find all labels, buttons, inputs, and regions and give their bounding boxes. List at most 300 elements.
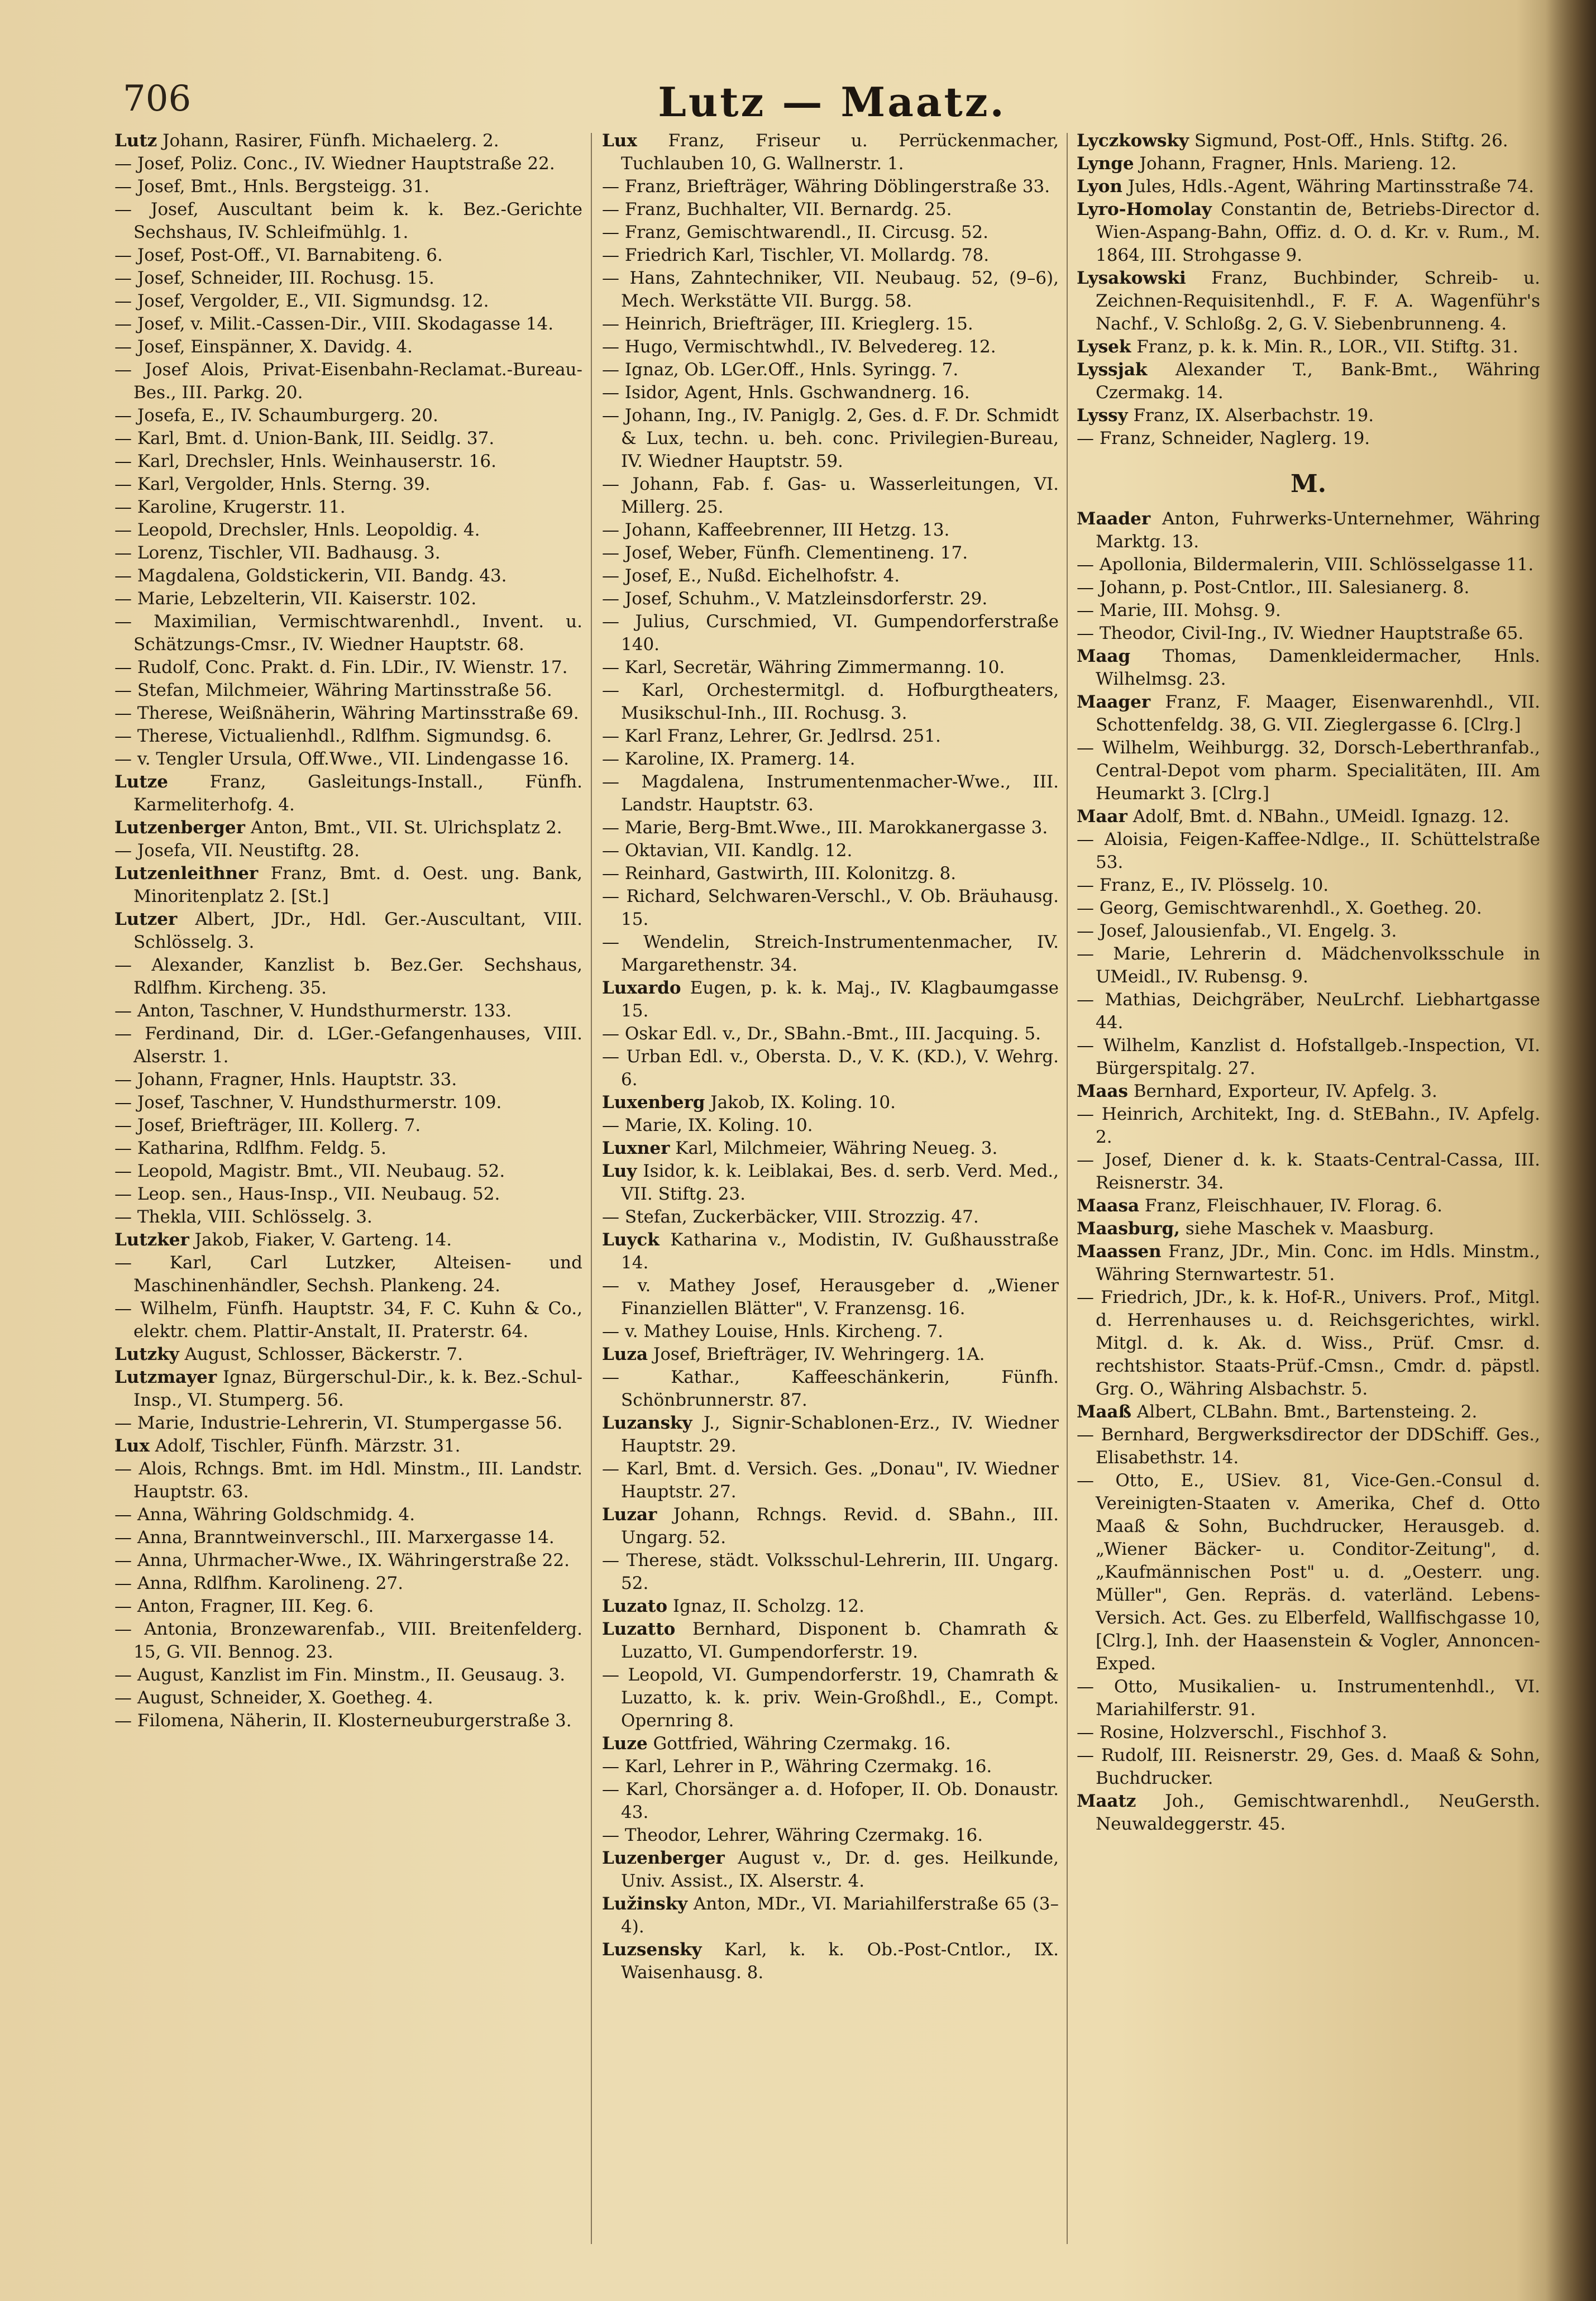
directory-entry bbox=[1077, 359, 1540, 404]
entry-text: — Franz, Schneider, Naglerg. 19. bbox=[1077, 428, 1370, 448]
entry-text: — v. Mathey Josef, Herausgeber d. „Wiener Finanziellen Blätter", V. Franzensg. 16. bbox=[602, 1276, 1059, 1319]
directory-entry bbox=[114, 130, 582, 152]
directory-entry bbox=[602, 862, 1059, 885]
directory-entry bbox=[114, 1503, 582, 1526]
entry-text: Katharina v., Modistin, IV. Gußhausstraße 14. bbox=[621, 1230, 1059, 1273]
entry-surname: Maar bbox=[1077, 806, 1127, 827]
directory-entry bbox=[114, 290, 582, 313]
entry-text: — Josef, Bmt., Hnls. Bergsteigg. 31. bbox=[114, 176, 430, 197]
directory-entry bbox=[1077, 645, 1540, 691]
entry-surname: Lysakowski bbox=[1077, 268, 1186, 288]
entry-text: Adolf, Tischler, Fünfh. Märzstr. 31. bbox=[155, 1436, 461, 1456]
directory-entry bbox=[114, 954, 582, 1000]
directory-entry bbox=[114, 267, 582, 290]
entry-text: — Therese, Weißnäherin, Währing Martinsstraße 69. bbox=[114, 703, 579, 723]
directory-entry bbox=[114, 1664, 582, 1687]
entry-text: — Otto, Musikalien- u. Instrumentenhdl., VI. Mariahilferstr. 91. bbox=[1077, 1677, 1540, 1720]
directory-entry bbox=[602, 1274, 1059, 1320]
directory-entry bbox=[602, 1206, 1059, 1229]
entry-surname: Luzatto bbox=[602, 1619, 676, 1639]
entry-text: — Lorenz, Tischler, VII. Badhausg. 3. bbox=[114, 543, 441, 563]
entry-text: Franz, Bmt. d. Oest. ung. Bank, Minoritenplatz 2. [St.] bbox=[133, 863, 582, 906]
directory-entry bbox=[602, 1023, 1059, 1046]
directory-entry bbox=[114, 862, 582, 908]
entry-surname: Luxner bbox=[602, 1138, 670, 1158]
entry-surname: Lutzer bbox=[114, 909, 178, 929]
directory-entry bbox=[1077, 737, 1540, 805]
entry-text: siehe Maschek v. Maasburg. bbox=[1185, 1219, 1435, 1239]
directory-entry bbox=[602, 381, 1059, 404]
entry-text: Franz, JDr., Min. Conc. im Hdls. Minstm., Währing Sternwartestr. 51. bbox=[1096, 1242, 1540, 1285]
entry-text: — Anton, Taschner, V. Hundsthurmerstr. 133. bbox=[114, 1001, 512, 1021]
directory-entry bbox=[114, 1297, 582, 1343]
directory-entry bbox=[1077, 1149, 1540, 1195]
entry-text: — Wilhelm, Kanzlist d. Hofstallgeb.-Inspection, VI. Bürgerspitalg. 27. bbox=[1077, 1035, 1540, 1078]
directory-entry bbox=[602, 519, 1059, 542]
entry-text: — Josef, Taschner, V. Hundsthurmerstr. 109. bbox=[114, 1092, 502, 1113]
entry-text: Alexander T., Bank-Bmt., Währing Czermakg. 14. bbox=[1096, 360, 1540, 403]
entry-text: — Marie, Berg-Bmt.Wwe., III. Marokkanergasse 3. bbox=[602, 818, 1048, 838]
entry-text: Albert, CLBahn. Bmt., Bartensteing. 2. bbox=[1136, 1402, 1478, 1422]
directory-entry bbox=[602, 656, 1059, 679]
directory-entry bbox=[602, 336, 1059, 359]
entry-text: — Johann, Ing., IV. Paniglg. 2, Ges. d. F. Dr. Schmidt & Lux, techn. u. beh. conc. Privilegien-Bureau, IV. Wiedner Hauptstr. 59. bbox=[602, 405, 1059, 471]
directory-entry bbox=[602, 1732, 1059, 1755]
directory-entry bbox=[114, 748, 582, 771]
directory-entry bbox=[114, 175, 582, 198]
entry-surname: Lyon bbox=[1077, 176, 1122, 197]
entry-text: Ignaz, II. Scholzg. 12. bbox=[672, 1596, 864, 1616]
entry-text: — Antonia, Bronzewarenfab., VIII. Breitenfelderg. 15, G. VII. Bennog. 23. bbox=[114, 1619, 582, 1662]
entry-text: Franz, Buchbinder, Schreib- u. Zeichnen-Requisitenhdl., F. F. A. Wagenführ's Nachf., V. Schloßg. 2, G. V. Siebenbrunneng. 4. bbox=[1096, 268, 1540, 334]
entry-text: — Karl, Vergolder, Hnls. Sterng. 39. bbox=[114, 474, 431, 494]
entry-surname: Lutzky bbox=[114, 1344, 179, 1364]
directory-entry bbox=[1077, 1286, 1540, 1401]
section-heading: M. bbox=[1290, 470, 1327, 498]
entry-text: — Anna, Uhrmacher-Wwe., IX. Währingerstraße 22. bbox=[114, 1550, 570, 1570]
entry-text: — Theodor, Lehrer, Währing Czermakg. 16. bbox=[602, 1825, 983, 1845]
entry-text: — Kathar., Kaffeeschänkerin, Fünfh. Schönbrunnerstr. 87. bbox=[602, 1367, 1059, 1410]
entry-text: Franz, IX. Alserbachstr. 19. bbox=[1133, 405, 1374, 426]
entry-text: — Anna, Rdlfhm. Karolineng. 27. bbox=[114, 1573, 404, 1593]
entry-text: Franz, Fleischhauer, IV. Florag. 6. bbox=[1144, 1196, 1442, 1216]
directory-entry bbox=[602, 1091, 1059, 1114]
directory-entry bbox=[1077, 989, 1540, 1034]
entry-text: — v. Mathey Louise, Hnls. Kircheng. 7. bbox=[602, 1321, 944, 1342]
entry-surname: Lutzker bbox=[114, 1230, 189, 1250]
entry-text: — Rosine, Holzverschl., Fischhof 3. bbox=[1077, 1722, 1388, 1743]
directory-entry bbox=[602, 1939, 1059, 1984]
directory-entry bbox=[114, 519, 582, 542]
entry-text: Franz, F. Maager, Eisenwarenhdl., VII. Schottenfeldg. 38, G. VII. Zieglergasse 6. [Clrg.] bbox=[1096, 692, 1540, 735]
entry-text: — Theodor, Civil-Ing., IV. Wiedner Hauptstraße 65. bbox=[1077, 623, 1524, 643]
directory-entry bbox=[1077, 1721, 1540, 1744]
directory-entry bbox=[602, 679, 1059, 725]
directory-entry bbox=[114, 817, 582, 839]
directory-entry bbox=[114, 152, 582, 175]
entry-surname: Lutzmayer bbox=[114, 1367, 217, 1387]
entry-text: — Ferdinand, Dir. d. LGer.-Gefangenhauses, VIII. Alserstr. 1. bbox=[114, 1024, 582, 1067]
directory-entry bbox=[114, 336, 582, 359]
directory-entry bbox=[114, 771, 582, 817]
directory-entry bbox=[602, 267, 1059, 313]
entry-text: — Apollonia, Bildermalerin, VIII. Schlösselgasse 11. bbox=[1077, 555, 1534, 575]
entry-text: Constantin de, Betriebs-Director d. Wien-Aspang-Bahn, Offiz. d. O. d. Kr. v. Rum., M. 1864, III. Strohgasse 9. bbox=[1096, 199, 1540, 265]
directory-entry bbox=[602, 359, 1059, 381]
entry-text: Karl, Milchmeier, Währing Neueg. 3. bbox=[675, 1138, 998, 1158]
entry-surname: Lyro-Homolay bbox=[1077, 199, 1212, 219]
directory-entry bbox=[1077, 427, 1540, 450]
entry-text: — Karl, Orchestermitgl. d. Hofburgtheaters, Musikschul-Inh., III. Rochusg. 3. bbox=[602, 680, 1059, 723]
entry-text: — Isidor, Agent, Hnls. Gschwandnerg. 16. bbox=[602, 383, 970, 403]
entry-text: — Josef, Post-Off., VI. Barnabiteng. 6. bbox=[114, 245, 443, 265]
column-divider bbox=[1067, 133, 1068, 2244]
directory-entry bbox=[1077, 576, 1540, 599]
directory-entry bbox=[602, 1137, 1059, 1160]
entry-text: — Josef, E., Nußd. Eichelhofstr. 4. bbox=[602, 566, 900, 586]
entry-text: — Leop. sen., Haus-Insp., VII. Neubaug. 52. bbox=[114, 1184, 500, 1204]
directory-entry bbox=[1077, 1240, 1540, 1286]
directory-entry bbox=[114, 427, 582, 450]
directory-entry bbox=[114, 565, 582, 588]
directory-entry bbox=[1077, 622, 1540, 645]
directory-entry bbox=[1077, 175, 1540, 198]
directory-entry bbox=[602, 1320, 1059, 1343]
directory-entry bbox=[114, 1549, 582, 1572]
directory-entry bbox=[1077, 336, 1540, 359]
entry-surname: Maager bbox=[1077, 692, 1151, 712]
entry-text: — Josef, Poliz. Conc., IV. Wiedner Hauptstraße 22. bbox=[114, 154, 555, 174]
directory-entry bbox=[1077, 198, 1540, 267]
directory-entry bbox=[602, 244, 1059, 267]
entry-surname: Lyssjak bbox=[1077, 360, 1148, 380]
directory-entry bbox=[602, 1366, 1059, 1412]
entry-surname: Luy bbox=[602, 1161, 637, 1181]
directory-entry bbox=[114, 839, 582, 862]
entry-surname: Luzenberger bbox=[602, 1848, 725, 1868]
directory-entry bbox=[1077, 508, 1540, 553]
entry-text: — Stefan, Milchmeier, Währing Martinsstraße 56. bbox=[114, 680, 552, 700]
directory-entry bbox=[1077, 1218, 1540, 1240]
entry-text: — Mathias, Deichgräber, NeuLrchf. Liebhartgasse 44. bbox=[1077, 990, 1540, 1033]
entry-text: — Magdalena, Instrumentenmacher-Wwe., III. Landstr. Hauptstr. 63. bbox=[602, 772, 1059, 815]
entry-text: — Wilhelm, Weihburgg. 32, Dorsch-Leberthranfab., Central-Depot vom pharm. Specialitäten, III. Am Heumarkt 3. [Clrg.] bbox=[1077, 738, 1540, 804]
directory-entry bbox=[602, 748, 1059, 771]
entry-text: — August, Kanzlist im Fin. Minstm., II. Geusaug. 3. bbox=[114, 1665, 566, 1685]
directory-entry bbox=[1077, 828, 1540, 874]
entry-text: — Karl, Carl Lutzker, Alteisen- und Maschinenhändler, Sechsh. Plankeng. 24. bbox=[114, 1253, 582, 1296]
entry-text: — Karl, Secretär, Währing Zimmermanng. 10. bbox=[602, 657, 1005, 677]
entry-text: Gottfried, Währing Czermakg. 16. bbox=[653, 1734, 951, 1754]
entry-text: Ignaz, Bürgerschul-Dir., k. k. Bez.-Schul-Insp., VI. Stumperg. 56. bbox=[133, 1367, 582, 1410]
directory-entry bbox=[114, 1252, 582, 1297]
entry-surname: Luzar bbox=[602, 1505, 657, 1525]
page-number: 706 bbox=[123, 78, 192, 120]
entry-text: — Marie, Industrie-Lehrerin, VI. Stumpergasse 56. bbox=[114, 1413, 563, 1433]
directory-entry bbox=[602, 473, 1059, 519]
directory-entry bbox=[1077, 897, 1540, 920]
entry-text: — Richard, Selchwaren-Verschl., V. Ob. Bräuhausg. 15. bbox=[602, 886, 1059, 929]
entry-text: — Therese, städt. Volksschul-Lehrerin, III. Ungarg. 52. bbox=[602, 1550, 1059, 1593]
entry-text: — Alois, Rchngs. Bmt. im Hdl. Minstm., III. Landstr. Hauptstr. 63. bbox=[114, 1459, 582, 1502]
entry-text: August, Schlosser, Bäckerstr. 7. bbox=[184, 1344, 463, 1364]
directory-entry bbox=[602, 1549, 1059, 1595]
directory-entry bbox=[114, 610, 582, 656]
directory-entry bbox=[1077, 1034, 1540, 1080]
entry-surname: Luxardo bbox=[602, 978, 681, 998]
directory-entry bbox=[602, 885, 1059, 931]
entry-text: Isidor, k. k. Leiblakai, Bes. d. serb. Verd. Med., VII. Stiftg. 23. bbox=[621, 1161, 1059, 1204]
directory-entry bbox=[114, 473, 582, 496]
directory-entry bbox=[1077, 874, 1540, 897]
entry-text: — Josef, Briefträger, III. Kollerg. 7. bbox=[114, 1115, 421, 1135]
entry-surname: Lutze bbox=[114, 772, 168, 792]
directory-entry bbox=[602, 130, 1059, 175]
directory-entry bbox=[1077, 1195, 1540, 1218]
entry-text: — Stefan, Zuckerbäcker, VIII. Strozzig. 47. bbox=[602, 1207, 979, 1227]
entry-text: — Anton, Fragner, III. Keg. 6. bbox=[114, 1596, 374, 1616]
directory-entry bbox=[1077, 1080, 1540, 1103]
entry-text: — Josefa, VII. Neustiftg. 28. bbox=[114, 841, 360, 861]
directory-entry bbox=[602, 1160, 1059, 1206]
entry-surname: Maag bbox=[1077, 646, 1131, 666]
entry-text: — Georg, Gemischtwarenhdl., X. Goetheg. 20. bbox=[1077, 898, 1482, 918]
entry-text: — Josef, Schneider, III. Rochusg. 15. bbox=[114, 268, 434, 288]
entry-surname: Lux bbox=[602, 131, 637, 151]
entry-text: Franz, Gasleitungs-Install., Fünfh. Karmeliterhofg. 4. bbox=[133, 772, 582, 815]
directory-entry bbox=[602, 1595, 1059, 1618]
directory-entry bbox=[1077, 553, 1540, 576]
directory-entry bbox=[602, 610, 1059, 656]
directory-entry bbox=[1077, 1744, 1540, 1790]
directory-entry bbox=[602, 1046, 1059, 1091]
directory-entry bbox=[114, 679, 582, 702]
entry-text: — Karl, Bmt. d. Union-Bank, III. Seidlg. 37. bbox=[114, 428, 495, 448]
entry-text: — Aloisia, Feigen-Kaffee-Ndlge., II. Schüttelstraße 53. bbox=[1077, 829, 1540, 872]
entry-text: Anton, Fuhrwerks-Unternehmer, Währing Marktg. 13. bbox=[1096, 509, 1540, 552]
directory-entry bbox=[114, 1526, 582, 1549]
directory-entry bbox=[114, 1710, 582, 1732]
entry-text: Albert, JDr., Hdl. Ger.-Auscultant, VIII. Schlösselg. 3. bbox=[133, 909, 582, 952]
entry-text: Thomas, Damenkleidermacher, Hnls. Wilhelmsg. 23. bbox=[1096, 646, 1540, 689]
entry-text: — Johann, Kaffeebrenner, III Hetzg. 13. bbox=[602, 520, 950, 540]
entry-text: — Josef, v. Milit.-Cassen-Dir., VIII. Skodagasse 14. bbox=[114, 314, 554, 334]
entry-text: Jules, Hdls.-Agent, Währing Martinsstraße 74. bbox=[1127, 176, 1534, 197]
entry-text: — Heinrich, Briefträger, III. Krieglerg. 15. bbox=[602, 314, 973, 334]
directory-entry bbox=[1077, 1790, 1540, 1836]
directory-entry bbox=[602, 839, 1059, 862]
entry-surname: Lutz bbox=[114, 131, 157, 151]
entry-text: — Rudolf, Conc. Prakt. d. Fin. LDir., IV. Wienstr. 17. bbox=[114, 657, 568, 677]
entry-text: — Reinhard, Gastwirth, III. Kolonitzg. 8. bbox=[602, 863, 957, 884]
entry-surname: Luza bbox=[602, 1344, 648, 1364]
directory-entry bbox=[602, 404, 1059, 473]
entry-text: — Marie, Lehrerin d. Mädchenvolksschule in UMeidl., IV. Rubensg. 9. bbox=[1077, 944, 1540, 987]
entry-text: — Leopold, Magistr. Bmt., VII. Neubaug. 52. bbox=[114, 1161, 505, 1181]
entry-text: — Karoline, Krugerstr. 11. bbox=[114, 497, 346, 517]
column-2 bbox=[602, 130, 1059, 2252]
directory-entry bbox=[1077, 599, 1540, 622]
directory-entry bbox=[1077, 1401, 1540, 1424]
directory-entry bbox=[114, 496, 582, 519]
directory-entry bbox=[1077, 267, 1540, 336]
entry-text: — Bernhard, Bergwerksdirector der DDSchiff. Ges., Elisabethstr. 14. bbox=[1077, 1425, 1540, 1468]
entry-surname: Lužinsky bbox=[602, 1894, 688, 1914]
entry-text: — Friedrich Karl, Tischler, VI. Mollardg. 78. bbox=[602, 245, 990, 265]
directory-entry bbox=[602, 725, 1059, 748]
entry-text: — Josef, Vergolder, E., VII. Sigmundsg. 12. bbox=[114, 291, 489, 311]
directory-entry bbox=[114, 313, 582, 336]
entry-text: — Oskar Edl. v., Dr., SBahn.-Bmt., III. Jacquing. 5. bbox=[602, 1024, 1041, 1044]
directory-entry bbox=[602, 542, 1059, 565]
directory-entry bbox=[1077, 152, 1540, 175]
directory-entry bbox=[114, 404, 582, 427]
directory-entry bbox=[114, 1412, 582, 1435]
entry-surname: Lysek bbox=[1077, 337, 1131, 357]
entry-text: — Urban Edl. v., Obersta. D., V. K. (KD.), V. Wehrg. 6. bbox=[602, 1047, 1059, 1090]
entry-text: — Josef, Einspänner, X. Davidg. 4. bbox=[114, 337, 413, 357]
entry-text: Johann, Rasirer, Fünfh. Michaelerg. 2. bbox=[163, 131, 499, 151]
entry-text: — Franz, Briefträger, Währing Döblingerstraße 33. bbox=[602, 176, 1050, 197]
entry-text: — Heinrich, Architekt, Ing. d. StEBahn., IV. Apfelg. 2. bbox=[1077, 1104, 1540, 1147]
directory-entry bbox=[114, 1687, 582, 1710]
directory-entry bbox=[114, 1595, 582, 1618]
entry-text: — Marie, IX. Koling. 10. bbox=[602, 1115, 813, 1135]
entry-text: — Therese, Victualienhdl., Rdlfhm. Sigmundsg. 6. bbox=[114, 726, 552, 746]
entry-text: — Alexander, Kanzlist b. Bez.Ger. Sechshaus, Rdlfhm. Kircheng. 35. bbox=[114, 955, 582, 998]
entry-surname: Luzansky bbox=[602, 1413, 692, 1433]
column-3 bbox=[1077, 130, 1540, 2252]
directory-entry bbox=[114, 588, 582, 610]
entry-surname: Maassen bbox=[1077, 1242, 1162, 1262]
directory-entry bbox=[602, 1412, 1059, 1458]
entry-text: — Wilhelm, Fünfh. Hauptstr. 34, F. C. Kuhn & Co., elektr. chem. Plattir-Anstalt, II. Praterstr. 64. bbox=[114, 1299, 582, 1342]
entry-text: Adolf, Bmt. d. NBahn., UMeidl. Ignazg. 12. bbox=[1133, 806, 1509, 827]
entry-text: — Anna, Branntweinverschl., III. Marxergasse 14. bbox=[114, 1527, 555, 1548]
directory-entry bbox=[1077, 691, 1540, 737]
directory-entry bbox=[1077, 1424, 1540, 1469]
entry-text: — Hans, Zahntechniker, VII. Neubaug. 52, (9–6), Mech. Werkstätte VII. Burgg. 58. bbox=[602, 268, 1059, 311]
entry-surname: Lux bbox=[114, 1436, 150, 1456]
column-1 bbox=[114, 130, 582, 2252]
directory-entry bbox=[602, 313, 1059, 336]
entry-text: — Josef, Weber, Fünfh. Clementineng. 17. bbox=[602, 543, 968, 563]
directory-entry bbox=[114, 1458, 582, 1503]
entry-surname: Maasburg, bbox=[1077, 1219, 1180, 1239]
entry-text: Josef, Briefträger, IV. Wehringerg. 1A. bbox=[653, 1344, 985, 1364]
entry-text: — Leopold, Drechsler, Hnls. Leopoldig. 4. bbox=[114, 520, 480, 540]
directory-entry bbox=[114, 1343, 582, 1366]
directory-entry bbox=[114, 1618, 582, 1664]
entry-text: — Karl Franz, Lehrer, Gr. Jedlrsd. 251. bbox=[602, 726, 941, 746]
entry-text: — Marie, Lebzelterin, VII. Kaiserstr. 102. bbox=[114, 589, 477, 609]
directory-entry bbox=[114, 1572, 582, 1595]
directory-entry bbox=[602, 817, 1059, 839]
directory-entry bbox=[602, 1343, 1059, 1366]
entry-surname: Luzato bbox=[602, 1596, 668, 1616]
directory-entry bbox=[602, 565, 1059, 588]
entry-surname: Maader bbox=[1077, 509, 1151, 529]
directory-entry bbox=[602, 175, 1059, 198]
entry-surname: Lutzenleithner bbox=[114, 863, 259, 884]
entry-surname: Luzsensky bbox=[602, 1940, 702, 1960]
directory-entry bbox=[1077, 1469, 1540, 1675]
directory-entry bbox=[602, 771, 1059, 817]
directory-entry bbox=[602, 1114, 1059, 1137]
directory-entry bbox=[114, 1023, 582, 1068]
entry-text: Anton, Bmt., VII. St. Ulrichsplatz 2. bbox=[250, 818, 562, 838]
entry-text: — Karl, Drechsler, Hnls. Weinhauserstr. 16. bbox=[114, 451, 496, 471]
directory-entry bbox=[1077, 943, 1540, 989]
directory-entry bbox=[602, 198, 1059, 221]
entry-text: Karl, k. k. Ob.-Post-Cntlor., IX. Waisenhausg. 8. bbox=[621, 1940, 1059, 1983]
directory-entry bbox=[114, 1183, 582, 1206]
entry-text: — Josef, Auscultant beim k. k. Bez.-Gerichte Sechshaus, IV. Schleifmühlg. 1. bbox=[114, 199, 582, 242]
page-title: Lutz — Maatz. bbox=[658, 78, 1006, 126]
directory-entry bbox=[114, 450, 582, 473]
entry-text: — Karl, Lehrer in P., Währing Czermakg. 16. bbox=[602, 1756, 992, 1777]
directory-entry bbox=[1077, 1675, 1540, 1721]
entry-text: Anton, MDr., VI. Mariahilferstraße 65 (3–4). bbox=[621, 1894, 1059, 1937]
directory-entry bbox=[114, 1137, 582, 1160]
entry-text: August v., Dr. d. ges. Heilkunde, Univ. Assist., IX. Alserstr. 4. bbox=[621, 1848, 1059, 1891]
directory-entry bbox=[114, 1366, 582, 1412]
entry-text: Joh., Gemischtwarenhdl., NeuGersth. Neuwaldeggerstr. 45. bbox=[1096, 1791, 1540, 1834]
entry-text: — Leopold, VI. Gumpendorferstr. 19, Chamrath & Luzatto, k. k. priv. Wein-Großhdl., E., Compt. Opernring 8. bbox=[602, 1665, 1059, 1731]
column-divider bbox=[591, 133, 592, 2244]
directory-entry bbox=[602, 931, 1059, 977]
directory-entry bbox=[1077, 920, 1540, 943]
directory-entry bbox=[602, 1847, 1059, 1893]
entry-text: — Julius, Curschmied, VI. Gumpendorferstraße 140. bbox=[602, 612, 1059, 655]
directory-entry bbox=[602, 1755, 1059, 1778]
page-header bbox=[117, 67, 1547, 128]
directory-entry bbox=[114, 1160, 582, 1183]
directory-entry bbox=[114, 1000, 582, 1023]
entry-text: Jakob, IX. Koling. 10. bbox=[710, 1092, 896, 1113]
directory-entry bbox=[602, 1458, 1059, 1503]
entry-text: — Filomena, Näherin, II. Klosterneuburgerstraße 3. bbox=[114, 1711, 572, 1731]
directory-entry bbox=[114, 1114, 582, 1137]
directory-entry bbox=[114, 1206, 582, 1229]
entry-text: Eugen, p. k. k. Maj., IV. Klagbaumgasse 15. bbox=[621, 978, 1059, 1021]
directory-entry bbox=[114, 702, 582, 725]
entry-surname: Maatz bbox=[1077, 1791, 1136, 1811]
entry-surname: Lutzenberger bbox=[114, 818, 245, 838]
directory-entry bbox=[114, 244, 582, 267]
entry-text: Bernhard, Exporteur, IV. Apfelg. 3. bbox=[1133, 1081, 1437, 1101]
entry-text: Sigmund, Post-Off., Hnls. Stiftg. 26. bbox=[1194, 131, 1508, 151]
entry-surname: Maas bbox=[1077, 1081, 1128, 1101]
entry-text: — Wendelin, Streich-Instrumentenmacher, IV. Margarethenstr. 34. bbox=[602, 932, 1059, 975]
entry-surname: Luyck bbox=[602, 1230, 660, 1250]
entry-text: — Maximilian, Vermischtwarenhdl., Invent. u. Schätzungs-Cmsr., IV. Wiedner Hauptstr. 68. bbox=[114, 612, 582, 655]
entry-text: Johann, Fragner, Hnls. Marieng. 12. bbox=[1139, 154, 1457, 174]
entry-text: — v. Tengler Ursula, Off.Wwe., VII. Lindengasse 16. bbox=[114, 749, 570, 769]
entry-text: — Ignaz, Ob. LGer.Off., Hnls. Syringg. 7. bbox=[602, 360, 959, 380]
directory-entry bbox=[114, 656, 582, 679]
directory-entry bbox=[602, 1503, 1059, 1549]
directory-entry bbox=[602, 1824, 1059, 1847]
directory-entry bbox=[114, 725, 582, 748]
directory-entry bbox=[602, 1664, 1059, 1732]
entry-text: Jakob, Fiaker, V. Garteng. 14. bbox=[194, 1230, 452, 1250]
entry-text: — Karoline, IX. Pramerg. 14. bbox=[602, 749, 856, 769]
entry-text: — Karl, Chorsänger a. d. Hofoper, II. Ob. Donaustr. 43. bbox=[602, 1779, 1059, 1822]
directory-entry bbox=[602, 1618, 1059, 1664]
entry-text: — Rudolf, III. Reisnerstr. 29, Ges. d. Maaß & Sohn, Buchdrucker. bbox=[1077, 1745, 1540, 1788]
entry-text: — Johann, Fab. f. Gas- u. Wasserleitungen, VI. Millerg. 25. bbox=[602, 474, 1059, 517]
